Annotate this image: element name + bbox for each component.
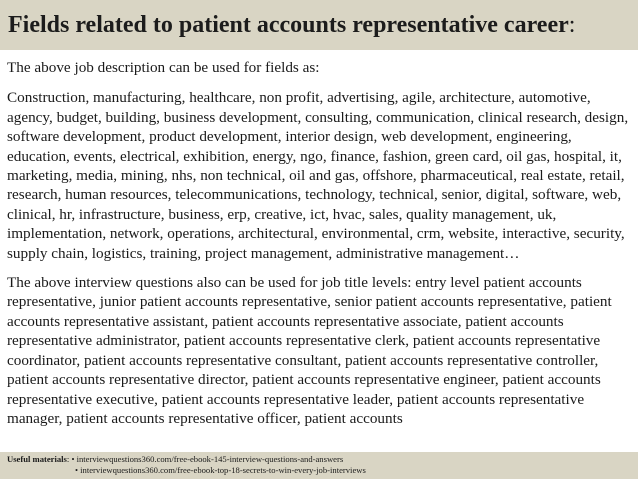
intro-paragraph: The above job description can be used for fields as: xyxy=(7,59,320,76)
footer-label: Useful materials xyxy=(7,454,67,464)
footer-bar xyxy=(0,452,638,479)
job-levels-paragraph: The above interview questions also can be used for job title levels: entry level patient accounts representative, junior patient accounts representative, senior patient accounts representative, patient accounts representative assistant, patient accounts representative associate, patient accounts representative administrator, patient accounts representative clerk, patient accounts representative coordinator, patient accounts representative consultant, patient accounts representative controller, patient accounts representative director, patient accounts representative engineer, patient accounts representative executive, patient accounts representative leader, patient accounts representative manager, patient accounts representative officer, patient accounts xyxy=(7,274,612,427)
page-title-text: Fields related to patient accounts representative career xyxy=(8,12,569,38)
footer-link-ebook-145[interactable]: • interviewquestions360.com/free-ebook-145-interview-questions-and-answers xyxy=(71,454,344,464)
fields-paragraph: Construction, manufacturing, healthcare, non profit, advertising, agile, architecture, automotive, agency, budget, building, business development, consulting, communication, clinical research, design, software development, product development, interior design, web development, engineering, education, events, electrical, exhibition, energy, ngo, finance, fashion, green card, oil gas, hospital, it, marketing, media, mining, nhs, non technical, oil and gas, offshore, pharmaceutical, real estate, retail, research, human resources, telecommunications, technology, technical, senior, digital, software, web, clinical, hr, infrastructure, business, erp, creative, ict, hvac, sales, quality management, uk, implementation, network, operations, architectural, environmental, crm, website, interactive, security, supply chain, logistics, training, project management, administrative management… xyxy=(7,89,629,262)
footer-separator: : xyxy=(66,454,72,464)
footer-row-2 xyxy=(7,465,638,476)
footer-link-ebook-secrets[interactable]: • interviewquestions360.com/free-ebook-top-18-secrets-to-win-every-job-interviews xyxy=(75,465,366,475)
content-body xyxy=(7,58,635,438)
page-title xyxy=(8,12,575,38)
title-bar xyxy=(0,0,638,50)
page-title-colon: : xyxy=(568,12,576,38)
footer-row-1 xyxy=(7,454,638,465)
